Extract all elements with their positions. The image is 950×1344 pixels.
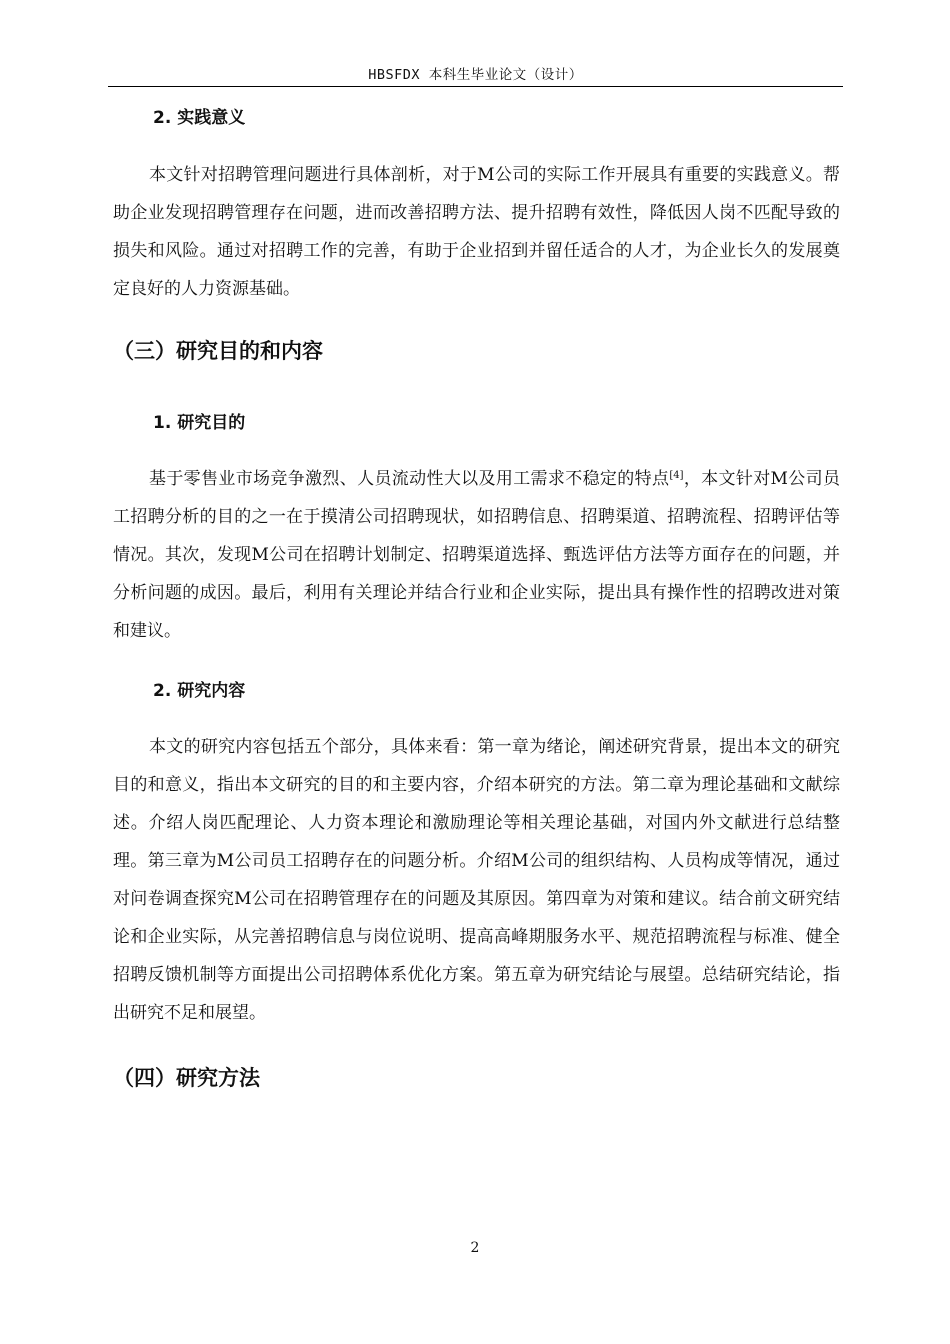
research-purpose-paragraph bbox=[113, 460, 840, 650]
research-purpose-text-before: 基于零售业市场竞争激烈、人员流动性大以及用工需求不稳定的特点 bbox=[149, 469, 670, 489]
header-title: HBSFDX 本科生毕业论文（设计） bbox=[368, 67, 583, 83]
page-header bbox=[108, 64, 843, 87]
research-content-heading: 2. 研究内容 bbox=[153, 681, 246, 701]
research-purpose-text-after: ，本文针对M公司员工招聘分析的目的之一在于摸清公司招聘现状，如招聘信息、招聘渠道、招聘流程、招聘评估等情况。其次，发现M公司在招聘计划制定、招聘渠道选择、甄选评估方法等方面存在的问题，并分析问题的成因。最后，利用有关理论并结合行业和企业实际，提出具有操作性的招聘改进对策和建议。 bbox=[113, 469, 840, 641]
citation-4: [4] bbox=[669, 470, 684, 481]
section-3-heading: （三）研究目的和内容 bbox=[113, 339, 323, 363]
page-number: 2 bbox=[470, 1240, 480, 1256]
practical-significance-paragraph: 本文针对招聘管理问题进行具体剖析，对于M公司的实际工作开展具有重要的实践意义。帮助企业发现招聘管理存在问题，进而改善招聘方法、提升招聘有效性，降低因人岗不匹配导致的损失和风险。通过对招聘工作的完善，有助于企业招到并留任适合的人才，为企业长久的发展奠定良好的人力资源基础。 bbox=[113, 165, 840, 299]
practical-significance-heading: 2. 实践意义 bbox=[153, 108, 246, 128]
section-4-heading: （四）研究方法 bbox=[113, 1066, 260, 1090]
document-body bbox=[113, 106, 840, 1092]
research-content-paragraph: 本文的研究内容包括五个部分，具体来看：第一章为绪论，阐述研究背景，提出本文的研究目的和意义，指出本文研究的目的和主要内容，介绍本研究的方法。第二章为理论基础和文献综述。介绍人岗匹配理论、人力资本理论和激励理论等相关理论基础，对国内外文献进行总结整理。第三章为M公司员工招聘存在的问题分析。介绍M公司的组织结构、人员构成等情况，通过对问卷调查探究M公司在招聘管理存在的问题及其原因。第四章为对策和建议。结合前文研究结论和企业实际，从完善招聘信息与岗位说明、提高高峰期服务水平、规范招聘流程与标准、健全招聘反馈机制等方面提出公司招聘体系优化方案。第五章为研究结论与展望。总结研究结论，指出研究不足和展望。 bbox=[113, 737, 840, 1023]
research-purpose-heading: 1. 研究目的 bbox=[153, 413, 246, 433]
